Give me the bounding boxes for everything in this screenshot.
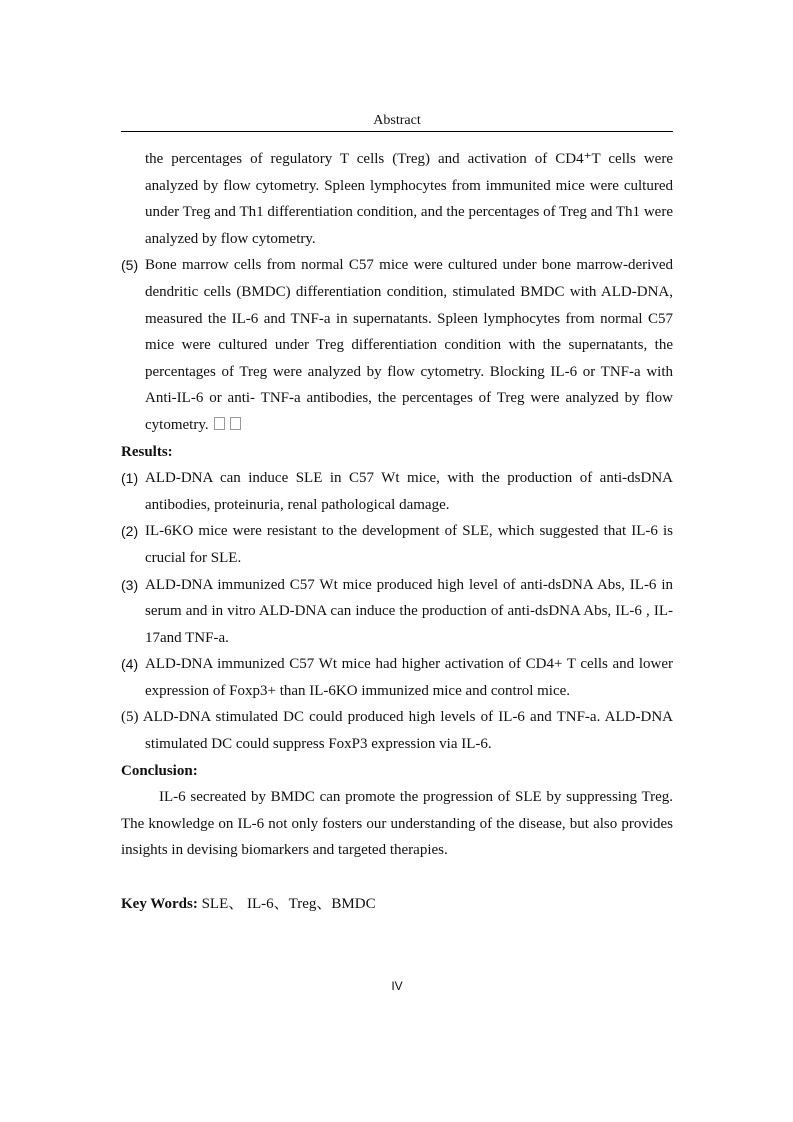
result-number: (5) [121, 709, 139, 726]
result-text: ALD-DNA immunized C57 Wt mice produced high level of anti-dsDNA Abs, IL-6 in serum and in vitro ALD-DNA can induce the production of anti-dsDNA Abs, IL-6 , IL-17and TNF-a. [145, 576, 673, 646]
results-heading: Results: [121, 443, 173, 460]
page-number: IV [391, 979, 403, 993]
result-number: (3) [121, 576, 139, 593]
result-item [121, 651, 673, 704]
result-text: ALD-DNA stimulated DC could produced high levels of IL-6 and TNF-a. ALD-DNA stimulated DC could suppress FoxP3 expression via IL-6. [142, 709, 673, 753]
result-item [121, 518, 673, 571]
keywords-text: SLE、 IL-6、Treg、BMDC [201, 896, 376, 913]
result-number: (4) [121, 656, 139, 673]
keywords-label: Key Words: [121, 896, 198, 913]
result-number: (1) [121, 470, 139, 487]
method-item-5 [121, 252, 673, 438]
result-text: ALD-DNA immunized C57 Wt mice had higher activation of CD4+ T cells and lower expression of Foxp3+ than IL-6KO immunized mice and control mice. [145, 656, 673, 699]
result-item [121, 465, 673, 518]
abstract-body [121, 146, 673, 918]
result-item [121, 704, 673, 757]
result-text: IL-6KO mice were resistant to the development of SLE, which suggested that IL-6 is crucial for SLE. [145, 523, 673, 566]
placeholder-glyph-icon [214, 417, 225, 430]
conclusion-text: IL-6 secreated by BMDC can promote the progression of SLE by suppressing Treg. The knowledge on IL-6 not only fosters our understanding of the disease, but also provides insights in devising biomarkers and targeted therapies. [121, 789, 673, 859]
placeholder-glyph-icon [230, 417, 241, 430]
page-header: Abstract [373, 113, 421, 128]
result-item [121, 572, 673, 652]
header-rule [121, 131, 673, 132]
method-item-text: Bone marrow cells from normal C57 mice were cultured under bone marrow-derived dendritic cells (BMDC) differentiation condition, stimulated BMDC with ALD-DNA, measured the IL-6 and TNF-a in supernatants. Spleen lymphocytes from normal C57 mice were cultured under Treg differentiation condition with the supernatants, the percentages of Treg were analyzed by flow cytometry. Blocking IL-6 or TNF-a with Anti-IL-6 or anti- TNF-a antibodies, the percentages of Treg were analyzed by flow cytometry. [145, 257, 673, 433]
methods-continuation: the percentages of regulatory T cells (Treg) and activation of CD4⁺T cells were analyzed by flow cytometry. Spleen lymphocytes from immunited mice were cultured under Treg and Th1 differentiation condition, and the percentages of Treg and Th1 were analyzed by flow cytometry. [145, 151, 673, 247]
conclusion-heading: Conclusion: [121, 762, 198, 779]
method-item-number: (5) [121, 257, 139, 274]
keywords-line [121, 891, 673, 918]
result-text: ALD-DNA can induce SLE in C57 Wt mice, with the production of anti-dsDNA antibodies, proteinuria, renal pathological damage. [145, 470, 673, 513]
result-number: (2) [121, 523, 139, 540]
